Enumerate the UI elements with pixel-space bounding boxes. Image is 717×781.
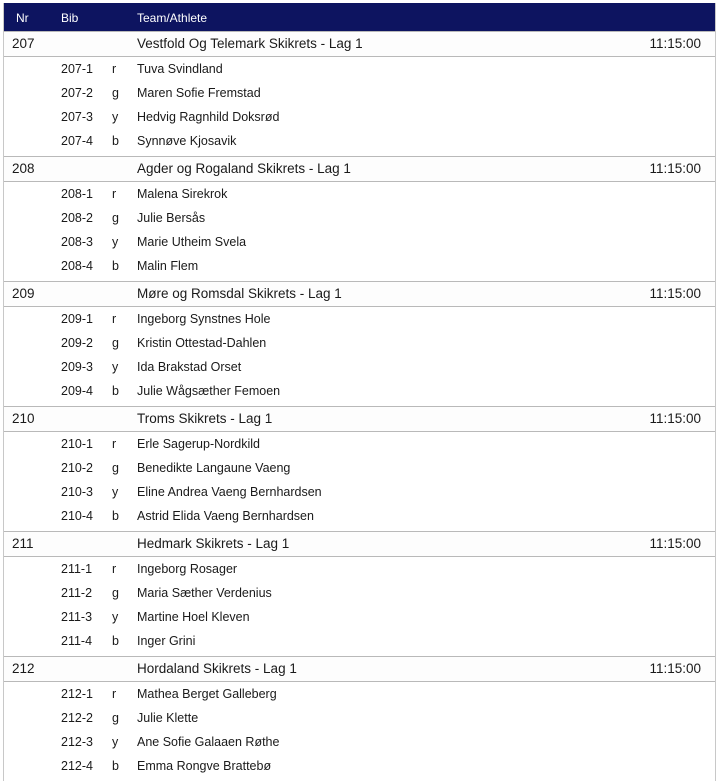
athlete-bib: 207-2 xyxy=(61,86,93,100)
athlete-row xyxy=(4,231,715,255)
team-row xyxy=(4,31,715,57)
athlete-row xyxy=(4,683,715,707)
athlete-bib: 211-4 xyxy=(61,634,93,648)
athlete-bib: 210-3 xyxy=(61,485,93,499)
athlete-row xyxy=(4,707,715,731)
athlete-row xyxy=(4,630,715,654)
athlete-row xyxy=(4,356,715,380)
athlete-row xyxy=(4,582,715,606)
athlete-list xyxy=(4,557,715,656)
athlete-row xyxy=(4,82,715,106)
team-name: Møre og Romsdal Skikrets - Lag 1 xyxy=(137,286,342,301)
team-block xyxy=(4,31,715,156)
team-start-time: 11:15:00 xyxy=(649,286,701,301)
athlete-name: Synnøve Kjosavik xyxy=(137,134,237,148)
athlete-row xyxy=(4,130,715,154)
athlete-bib: 208-2 xyxy=(61,211,93,225)
team-block xyxy=(4,406,715,531)
athlete-name: Tuva Svindland xyxy=(137,62,223,76)
athlete-name: Erle Sagerup-Nordkild xyxy=(137,437,260,451)
team-name: Hordaland Skikrets - Lag 1 xyxy=(137,661,297,676)
athlete-name: Benedikte Langaune Vaeng xyxy=(137,461,291,475)
team-name: Troms Skikrets - Lag 1 xyxy=(137,411,273,426)
team-nr: 210 xyxy=(12,411,35,426)
athlete-name: Ingeborg Synstnes Hole xyxy=(137,312,271,326)
athlete-leg: r xyxy=(112,687,117,701)
athlete-leg: r xyxy=(112,562,117,576)
athlete-row xyxy=(4,505,715,529)
athlete-list xyxy=(4,57,715,156)
athlete-leg: y xyxy=(112,735,119,749)
athlete-row xyxy=(4,106,715,130)
athlete-leg: g xyxy=(112,586,119,600)
athlete-name: Emma Rongve Brattebø xyxy=(137,759,272,773)
athlete-leg: y xyxy=(112,360,119,374)
team-row xyxy=(4,156,715,182)
athlete-leg: g xyxy=(112,336,119,350)
team-block xyxy=(4,656,715,781)
team-name: Vestfold Og Telemark Skikrets - Lag 1 xyxy=(137,36,363,51)
athlete-row xyxy=(4,433,715,457)
athlete-name: Eline Andrea Vaeng Bernhardsen xyxy=(137,485,322,499)
athlete-name: Mathea Berget Galleberg xyxy=(137,687,277,701)
athlete-name: Malin Flem xyxy=(137,259,199,273)
athlete-name: Ane Sofie Galaaen Røthe xyxy=(137,735,280,749)
athlete-bib: 208-1 xyxy=(61,187,93,201)
athlete-bib: 212-4 xyxy=(61,759,93,773)
athlete-list xyxy=(4,307,715,406)
athlete-name: Ingeborg Rosager xyxy=(137,562,238,576)
athlete-bib: 209-2 xyxy=(61,336,93,350)
team-block xyxy=(4,531,715,656)
team-row xyxy=(4,281,715,307)
athlete-bib: 207-3 xyxy=(61,110,93,124)
athlete-leg: b xyxy=(112,259,119,273)
athlete-bib: 212-3 xyxy=(61,735,93,749)
athlete-leg: y xyxy=(112,610,119,624)
athlete-row xyxy=(4,255,715,279)
start-list-table xyxy=(3,3,716,781)
athlete-row xyxy=(4,380,715,404)
athlete-list xyxy=(4,182,715,281)
athlete-row xyxy=(4,481,715,505)
athlete-leg: r xyxy=(112,312,117,326)
athlete-row xyxy=(4,606,715,630)
team-list xyxy=(4,31,715,781)
athlete-leg: b xyxy=(112,759,119,773)
athlete-leg: g xyxy=(112,86,119,100)
athlete-row xyxy=(4,58,715,82)
athlete-row xyxy=(4,558,715,582)
athlete-row xyxy=(4,457,715,481)
team-start-time: 11:15:00 xyxy=(649,536,701,551)
team-start-time: 11:15:00 xyxy=(649,661,701,676)
athlete-bib: 210-2 xyxy=(61,461,93,475)
athlete-name: Malena Sirekrok xyxy=(137,187,228,201)
athlete-bib: 207-1 xyxy=(61,62,93,76)
header-bib: Bib xyxy=(61,11,79,25)
athlete-name: Julie Wågsæther Femoen xyxy=(137,384,281,398)
athlete-row xyxy=(4,731,715,755)
athlete-leg: b xyxy=(112,134,119,148)
team-nr: 209 xyxy=(12,286,35,301)
athlete-name: Julie Klette xyxy=(137,711,199,725)
athlete-bib: 210-1 xyxy=(61,437,93,451)
athlete-bib: 208-3 xyxy=(61,235,93,249)
athlete-bib: 211-1 xyxy=(61,562,93,576)
athlete-leg: r xyxy=(112,187,117,201)
athlete-leg: r xyxy=(112,437,117,451)
athlete-row xyxy=(4,183,715,207)
team-name: Agder og Rogaland Skikrets - Lag 1 xyxy=(137,161,351,176)
athlete-bib: 209-1 xyxy=(61,312,93,326)
team-start-time: 11:15:00 xyxy=(649,36,701,51)
athlete-leg: g xyxy=(112,461,119,475)
athlete-name: Kristin Ottestad-Dahlen xyxy=(137,336,267,350)
athlete-bib: 209-4 xyxy=(61,384,93,398)
athlete-list xyxy=(4,432,715,531)
athlete-leg: g xyxy=(112,711,119,725)
athlete-list xyxy=(4,682,715,781)
athlete-name: Ida Brakstad Orset xyxy=(137,360,242,374)
table-header xyxy=(4,3,715,31)
athlete-bib: 209-3 xyxy=(61,360,93,374)
athlete-name: Martine Hoel Kleven xyxy=(137,610,250,624)
athlete-leg: b xyxy=(112,509,119,523)
athlete-leg: b xyxy=(112,634,119,648)
athlete-bib: 211-2 xyxy=(61,586,93,600)
team-block xyxy=(4,156,715,281)
team-row xyxy=(4,656,715,682)
team-name: Hedmark Skikrets - Lag 1 xyxy=(137,536,290,551)
athlete-name: Hedvig Ragnhild Doksrød xyxy=(137,110,280,124)
athlete-name: Julie Bersås xyxy=(137,211,206,225)
athlete-bib: 207-4 xyxy=(61,134,93,148)
athlete-name: Maria Sæther Verdenius xyxy=(137,586,272,600)
athlete-leg: y xyxy=(112,485,119,499)
athlete-bib: 212-1 xyxy=(61,687,93,701)
team-block xyxy=(4,281,715,406)
header-team-athlete: Team/Athlete xyxy=(137,11,208,25)
athlete-row xyxy=(4,308,715,332)
team-nr: 208 xyxy=(12,161,35,176)
athlete-row xyxy=(4,207,715,231)
athlete-name: Maren Sofie Fremstad xyxy=(137,86,261,100)
athlete-leg: y xyxy=(112,110,119,124)
athlete-bib: 211-3 xyxy=(61,610,93,624)
team-start-time: 11:15:00 xyxy=(649,411,701,426)
athlete-bib: 208-4 xyxy=(61,259,93,273)
athlete-leg: y xyxy=(112,235,119,249)
team-nr: 211 xyxy=(12,536,34,551)
athlete-leg: r xyxy=(112,62,117,76)
athlete-name: Inger Grini xyxy=(137,634,196,648)
team-nr: 212 xyxy=(12,661,35,676)
team-nr: 207 xyxy=(12,36,35,51)
team-start-time: 11:15:00 xyxy=(649,161,701,176)
athlete-row xyxy=(4,332,715,356)
athlete-row xyxy=(4,755,715,779)
header-nr: Nr xyxy=(16,11,29,25)
athlete-leg: b xyxy=(112,384,119,398)
athlete-name: Marie Utheim Svela xyxy=(137,235,247,249)
athlete-name: Astrid Elida Vaeng Bernhardsen xyxy=(137,509,314,523)
athlete-leg: g xyxy=(112,211,119,225)
athlete-bib: 210-4 xyxy=(61,509,93,523)
athlete-bib: 212-2 xyxy=(61,711,93,725)
team-row xyxy=(4,406,715,432)
team-row xyxy=(4,531,715,557)
